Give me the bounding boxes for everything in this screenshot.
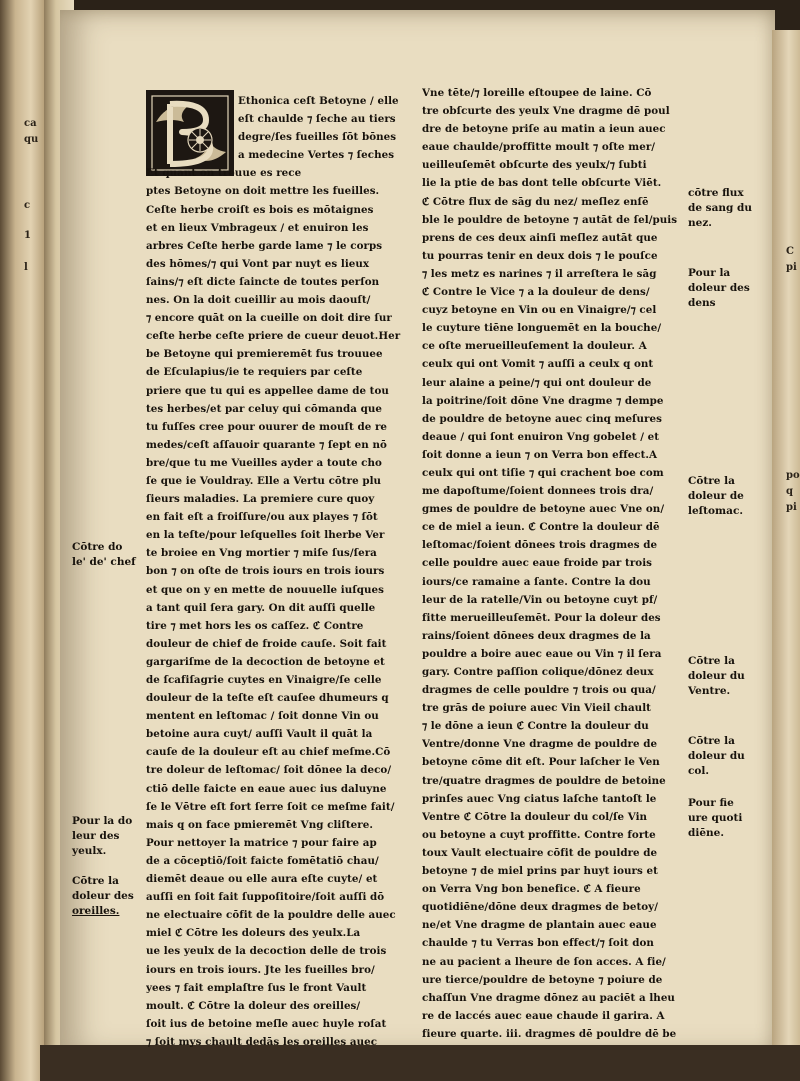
text-line: medes/ceſt aſſauoir quarante ⁊ ſept en nō: [146, 438, 387, 451]
text-line: mais q on face pmieremēt Vng cliſtere.: [146, 818, 373, 831]
text-line: leur de la ratelle/Vin ou betoyne cuyt pf/: [422, 593, 658, 606]
text-line: tire ⁊ met hors les os caſſez. ℭ Contre: [146, 619, 364, 632]
text-line: celle pouldre auec eaue froide par trois: [422, 557, 653, 570]
text-line: en fait eſt a froiſſure/ou aux playes ⁊ ſōt: [146, 511, 378, 524]
text-line: re de laccés auec eaue chaude il garira. A: [422, 1009, 665, 1022]
text-line: chaulde ⁊ tu Verras bon effect/⁊ ſoit don: [422, 937, 654, 950]
margin-note-nose: [688, 186, 752, 231]
margin-note-line: oreilles.: [72, 905, 120, 917]
text-line: be Betoyne qui premieremēt fus trouuee: [146, 348, 383, 361]
margin-note-line: doleur du: [688, 670, 745, 682]
text-line: iours en trois iours. Jte les fueilles bro/: [146, 963, 375, 976]
text-line: ptes Betoyne on doit mettre les fueilles.: [146, 185, 380, 198]
margin-note-line: ure quoti: [688, 812, 743, 824]
text-line: ceulx qui ont Vomit ⁊ auſſi a ceulx q ont: [422, 358, 654, 371]
text-line: ſoit ius de betoine meſle auec huyle roſat: [146, 1017, 387, 1030]
right-page-fragment: pi: [786, 262, 797, 273]
initial-letter-glyph: B: [160, 105, 166, 114]
text-line: des hōmes/⁊ qui Vont par nuyt es lieux: [146, 257, 370, 270]
text-line: tu pourras tenir en deux dois ⁊ le pouſce: [422, 249, 658, 262]
text-line: gary. Contre paſſion colique/dōnez deux: [422, 666, 654, 678]
margin-note-line: Cōtre do: [72, 541, 123, 553]
text-line: ceulx qui ont tiſie ⁊ qui crachent boe com: [422, 466, 664, 479]
text-line: ou betoyne a cuyt proffitte. Contre forte: [422, 828, 656, 841]
text-line: ſoit donne a ieun ⁊ on Verra bon effect.A: [422, 448, 658, 461]
text-line: on Verra Vng bon benefice. ℭ A fieure: [422, 883, 641, 896]
text-line: de a cōceptiō/ſoit faicte fomētatiō chau/: [146, 854, 379, 867]
text-line: betoine aura cuyt/ auſſi Vault il quāt la: [146, 728, 373, 741]
text-line: ne/et Vne dragme de plantain auec eaue: [422, 919, 657, 932]
text-line: lie la ptie de bas dont telle obſcurte Viēt.: [422, 177, 662, 190]
text-line: et en lieux Vmbrageux / et enuiron les: [146, 221, 369, 234]
text-line: tre grās de poiure auec Vin Vieil chault: [422, 702, 651, 715]
text-line: ſe que ie Vouldray. Elle a Vertu cōtre plu: [146, 474, 382, 487]
text-line: miel ℭ Cōtre les doleurs des yeulx.La: [146, 927, 361, 940]
left-page-fragment: qu: [24, 134, 39, 145]
text-line: degre/ſes fueilles ſōt bōnes: [238, 131, 397, 144]
text-line: tre doleur de leſtomac/ ſoit dōnee la deco/: [146, 764, 392, 777]
text-line: Ceſte herbe croiſt es bois es mōtaignes: [146, 203, 374, 216]
text-line: cuyz betoyne en Vin ou en Vinaigre/⁊ cel: [422, 304, 657, 317]
text-line: ne electuaire cōfit de la pouldre delle auec: [146, 909, 396, 922]
margin-note-line: Pour fie: [688, 797, 734, 809]
text-line: betoyne cōme dit eſt. Pour laſcher le Ven: [422, 756, 660, 769]
text-line: me dapoſtume/ſoient donnees trois dra/: [422, 485, 654, 498]
margin-note-fever: [688, 796, 742, 841]
text-line: ne au pacient a lheure de ſon acces. A fie/: [422, 955, 666, 968]
text-line: ſains/⁊ eſt dicte ſaincte de toutes perſon: [146, 275, 380, 288]
margin-note-line: yeulx.: [72, 845, 107, 857]
margin-note-line: cōtre flux: [688, 187, 744, 199]
text-line: ℭ Contre le Vice ⁊ a la douleur de dens/: [422, 286, 650, 299]
text-line: ſe le Vētre eſt fort ſerre ſoit ce meſme fait/: [146, 800, 395, 813]
margin-note-line: col.: [688, 765, 710, 777]
text-line: et que on y en mette de nouuelle iuſques: [146, 583, 384, 596]
margin-note-line: Ventre.: [688, 685, 731, 697]
text-line: Et quant on treuue es rece: [146, 167, 302, 180]
margin-note-line: Cōtre la: [72, 875, 119, 887]
text-line: betoyne ⁊ de miel prins par huyt iours et: [422, 865, 658, 878]
margin-note-line: doleur des: [72, 890, 134, 902]
margin-note-ears: [72, 874, 134, 919]
text-line: cauſe de la douleur eſt au chief meſme.Cō: [146, 746, 391, 759]
text-line: chaſſun Vne dragme dōnez au paciēt a lheu: [422, 991, 675, 1004]
text-line: gargariſme de la decoction de betoyne et: [146, 655, 385, 668]
text-line: toux Vault electuaire cōfit de pouldre de: [422, 846, 658, 859]
text-line: arbres Ceſte herbe garde lame ⁊ le corps: [146, 239, 383, 252]
right-page-fragment: q: [786, 486, 793, 497]
text-line: nes. On la doit cueillir au mois daouſt/: [146, 294, 371, 307]
text-line: eſt chaulde ⁊ ſeche au tiers: [238, 113, 396, 126]
text-line: de ſcafiſagrie cuytes en Vinaigre/ſe celle: [146, 674, 382, 686]
margin-note-line: de sang du: [688, 202, 752, 214]
left-page-fragment: 1: [24, 230, 31, 241]
text-line: ⁊ encore quāt on la cueille on doit dire ſur: [146, 312, 392, 325]
text-line: a medecine Vertes ⁊ ſeches: [238, 149, 395, 162]
text-line: le cuyture tiēne longuemēt en la bouche/: [422, 322, 662, 335]
margin-note-eyes: [72, 814, 132, 859]
right-page-fragment: po: [786, 470, 800, 481]
text-line: fitte merueilleuſemēt. Pour la doleur des: [422, 611, 661, 624]
text-line: douleur de la teſte eſt cauſee dhumeurs q: [146, 692, 389, 705]
margin-note-line: Cōtre la: [688, 475, 735, 487]
margin-note-line: Cōtre la: [688, 735, 735, 747]
text-line: tre/quatre dragmes de pouldre de betoine: [422, 774, 666, 787]
text-line: pouldre a boire auec eaue ou Vin ⁊ il ſera: [422, 647, 662, 660]
text-line: ue les yeulx de la decoction delle de trois: [146, 945, 387, 958]
text-line: moult. ℭ Cōtre la doleur des oreilles/: [146, 999, 361, 1012]
text-line: la poitrine/ſoit dōne Vne dragme ⁊ dempe: [422, 394, 664, 407]
margin-note-line: Pour la do: [72, 815, 133, 827]
margin-note-line: diēne.: [688, 827, 724, 839]
text-line: ℭ Cōtre flux de sāg du nez/ meſlez enſē: [422, 195, 649, 208]
text-line: de pouldre de betoyne auec cinq meſures: [422, 412, 662, 425]
text-line: tre obſcurte des yeulx Vne dragme dē poul: [422, 105, 670, 118]
left-page-fragment: l: [24, 262, 28, 273]
text-line: yees ⁊ fait emplaſtre ſus le front Vault: [146, 981, 367, 994]
right-page-edge: [772, 30, 800, 1060]
text-line: te broiee en Vng mortier ⁊ miſe ſus/ſera: [146, 547, 377, 560]
text-line: fieure quarte. iii. dragmes dē pouldre dē be: [422, 1027, 677, 1040]
left-page-fragment: ca: [24, 118, 37, 129]
text-line: Ventre/donne Vne dragme de pouldre de: [422, 738, 658, 751]
text-line: dragmes de celle pouldre ⁊ trois ou qua/: [422, 684, 656, 697]
text-line: ueilleuſemēt obſcurte des yeulx/⁊ ſubti: [422, 159, 647, 172]
text-line: dre de betoyne priſe au matin a ieun auec: [422, 123, 666, 136]
margin-note-line: dens: [688, 297, 716, 309]
text-line: ce de miel a ieun. ℭ Contre la douleur dē: [422, 521, 660, 534]
text-line: ure tierce/pouldre de betoyne ⁊ poiure de: [422, 973, 663, 986]
text-line: ce oſte merueilleuſement la douleur. A: [422, 340, 647, 353]
text-line: bre/que tu me Vueilles ayder a toute cho: [146, 456, 382, 469]
margin-note-line: Cōtre la: [688, 655, 735, 667]
margin-note-stomach: [688, 474, 744, 519]
text-line: bon ⁊ on oſte de trois iours en trois iours: [146, 565, 385, 578]
text-line: Ventre ℭ Cōtre la douleur du col/ſe Vin: [422, 810, 648, 823]
left-page-fragment: c: [24, 200, 31, 211]
right-page-fragment: C: [786, 246, 794, 257]
margin-note-belly: [688, 654, 745, 699]
text-line: leur alaine a peine/⁊ qui ont douleur de: [422, 376, 652, 389]
right-page-fragment: pi: [786, 502, 797, 513]
text-line: iours/ce ramaine a ſante. Contre la dou: [422, 575, 651, 588]
text-line: Ethonica ceſt Betoyne / elle: [238, 95, 399, 107]
text-line: a tant quil ſera gary. On dit auſſi quelle: [146, 601, 376, 614]
text-line: tes herbes/et par celuy qui cōmanda que: [146, 402, 383, 415]
margin-note-line: leſtomac.: [688, 505, 744, 517]
text-line: Pour nettoyer la matrice ⁊ pour faire ap: [146, 836, 377, 849]
text-line: quotidiēne/dōne deux dragmes de betoy/: [422, 901, 659, 914]
margin-note-line: leur des: [72, 830, 120, 842]
text-line: ſieurs maladies. La premiere cure quoy: [146, 493, 375, 506]
text-line: auſſi en ſoit fait ſuppoſitoire/ſoit auſſi dō: [146, 891, 385, 904]
text-line: gmes de pouldre de betoyne auec Vne on/: [422, 503, 665, 516]
text-line: en la teſte/pour leſquelles ſoit lherbe Ver: [146, 529, 385, 542]
text-line: mentent en leſtomac / ſoit donne Vin ou: [146, 710, 379, 723]
text-line: douleur de chief de froide cauſe. Soit fait: [146, 637, 387, 650]
text-line: rains/ſoient dōnees deux dragmes de la: [422, 629, 651, 642]
margin-note-line: Pour la: [688, 267, 731, 279]
left-text-column: [146, 92, 414, 1051]
margin-note-line: le' de' chef: [72, 556, 136, 568]
text-line: ble le pouldre de betoyne ⁊ autāt de ſel/puis: [422, 213, 678, 226]
margin-note-neck: [688, 734, 745, 779]
margin-note-head: [72, 540, 136, 570]
text-line: ceſte herbe ceſte priere de cueur deuot.Her: [146, 330, 401, 343]
text-line: ctiō delle faicte en eaue auec ius daluyne: [146, 782, 387, 795]
text-line: leſtomac/ſoient dōnees trois dragmes de: [422, 539, 658, 552]
text-line: ⁊ les metz es narines ⁊ il arreſtera le sāg: [422, 267, 657, 280]
margin-note-line: doleur de: [688, 490, 744, 502]
text-line: de Eſculapius/ie te requiers par ceſte: [146, 366, 363, 379]
text-line: ⁊ le dōne a ieun ℭ Contre la douleur du: [422, 720, 649, 733]
text-line: Vne tēte/⁊ loreille eſtoupee de laine. Cō: [422, 87, 652, 99]
left-page-edge: [0, 0, 44, 1081]
text-line: prens de ces deux ainſi meſlez autāt que: [422, 231, 658, 244]
right-text-column: [422, 84, 684, 1043]
margin-note-line: doleur des: [688, 282, 750, 294]
text-line: ⁊ ſoit mys chault dedās les oreilles auec: [146, 1035, 378, 1048]
text-line: tu fuſſes cree pour ouurer de mouſt de re: [146, 420, 388, 433]
text-line: diemēt deaue ou elle aura eſte cuyte/ et: [146, 873, 378, 886]
bleed-through-text: [150, 48, 270, 88]
text-line: prinſes auec Vng ciatus laſche tantoſt le: [422, 792, 657, 805]
text-line: priere que tu qui es appellee dame de tou: [146, 384, 389, 397]
margin-note-teeth: [688, 266, 750, 311]
text-line: eaue chaulde/proffitte moult ⁊ oſte mer/: [422, 141, 656, 154]
margin-note-line: doleur du: [688, 750, 745, 762]
text-line: deaue / qui ſont enuiron Vng gobelet / et: [422, 430, 660, 443]
margin-note-line: nez.: [688, 217, 712, 229]
